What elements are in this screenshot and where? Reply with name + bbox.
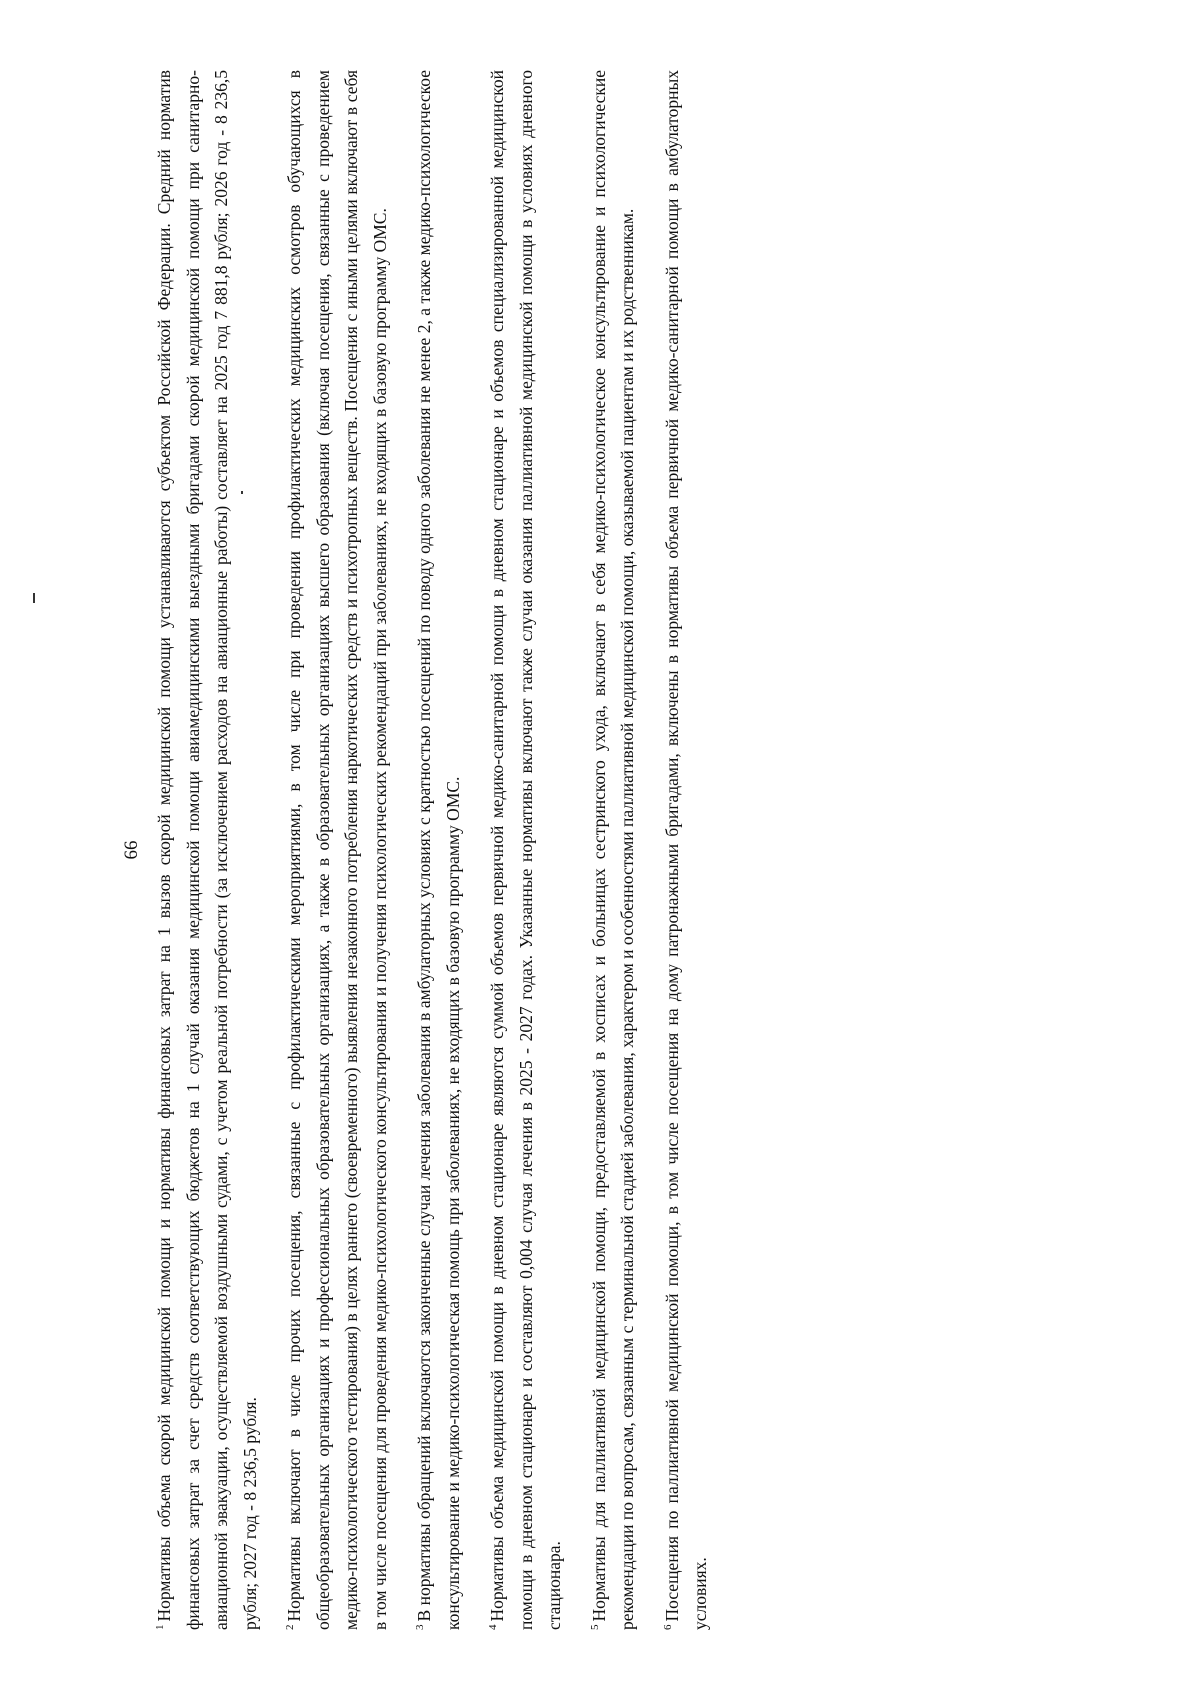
footnote-marker: 4 <box>487 1624 500 1630</box>
footnote-marker: 6 <box>661 1624 674 1630</box>
footnote-5 <box>585 70 642 1630</box>
page-number: 66 <box>121 840 142 860</box>
footnote-3 <box>410 70 467 1630</box>
footnote-text: Нормативы объема скорой медицинской помощи и нормативы финансовых затрат на 1 вызов скорой медицинской помощи устанавливаются субъектом Российской Федерации. Средний норматив финансовых затрат за счет средств соответствующих бюджетов на 1 случай оказания медицинской помощи авиамедицинскими выездными бригадами скорой медицинской помощи при санитарно-авиационной эвакуации, осуществляемой воздушными судами, с учетом реальной потребности (за исключением расходов на авиационные работы) составляет на 2025 год 7 881,8 рубля; 2026 год - 8 236,5 рубля; 2027 год - 8 236,5 рубля. <box>154 70 260 1630</box>
footnote-2 <box>280 70 394 1630</box>
footnote-marker: 3 <box>414 1624 427 1630</box>
footnote-text: Нормативы объема медицинской помощи в дневном стационаре являются суммой объемов первичной медико-санитарной помощи в дневном стационаре и объемов специализированной медицинской помощи в дневном стационаре и составляют 0,004 случая лечения в 2025 - 2027 годах. Указанные нормативы включают также случаи оказания паллиативной медицинской помощи в условиях дневного стационара. <box>487 70 564 1630</box>
footnote-6 <box>658 70 715 1630</box>
footnote-marker: 1 <box>154 1624 167 1630</box>
footnote-1 <box>150 70 264 1630</box>
footnote-text: Нормативы для паллиативной медицинской помощи, предоставляемой в хосписах и больницах сестринского ухода, включают в себя медико-психологическое консультирование и психологические рекомендации по вопросам, связанным с терминальной стадией заболевания, характером и особенностями паллиативной медицинской помощи, оказываемой пациентам и их родственникам. <box>588 70 637 1630</box>
footnote-text: В нормативы обращений включаются законченные случаи лечения заболевания в амбулаторных условиях с кратностью посещений по поводу одного заболевания не менее 2, а также медико-психологическое консультирование и медико-психологическая помощь при заболеваниях, не входящих в базовую программу ОМС. <box>414 70 463 1630</box>
footnote-4 <box>483 70 569 1630</box>
footnote-text: Посещения по паллиативной медицинской помощи, в том числе посещения на дому патронажными бригадами, включены в нормативы объема первичной медико-санитарной помощи в амбулаторных условиях. <box>661 70 710 1630</box>
footnote-marker: 2 <box>284 1624 297 1630</box>
footnote-text: Нормативы включают в числе прочих посещения, связанные с профилактическими мероприятиями, в том числе при проведении профилактических медицинских осмотров обучающихся в общеобразовательных организациях и профессиональных образовательных организациях, а также в образовательных организациях высшего образования (включая посещения, связанные с проведением медико-психологического тестирования) в целях раннего (своевременного) выявления незаконного потребления наркотических средств и психотропных веществ. Посещения с иными целями включают в себя в том числе посещения для проведения медико-психологического консультирования и получения психологических рекомендаций при заболеваниях, не входящих в базовую программу ОМС. <box>284 70 390 1630</box>
scan-artifact <box>33 593 35 603</box>
footnote-marker: 5 <box>588 1624 601 1630</box>
rotated-content <box>120 70 731 1630</box>
